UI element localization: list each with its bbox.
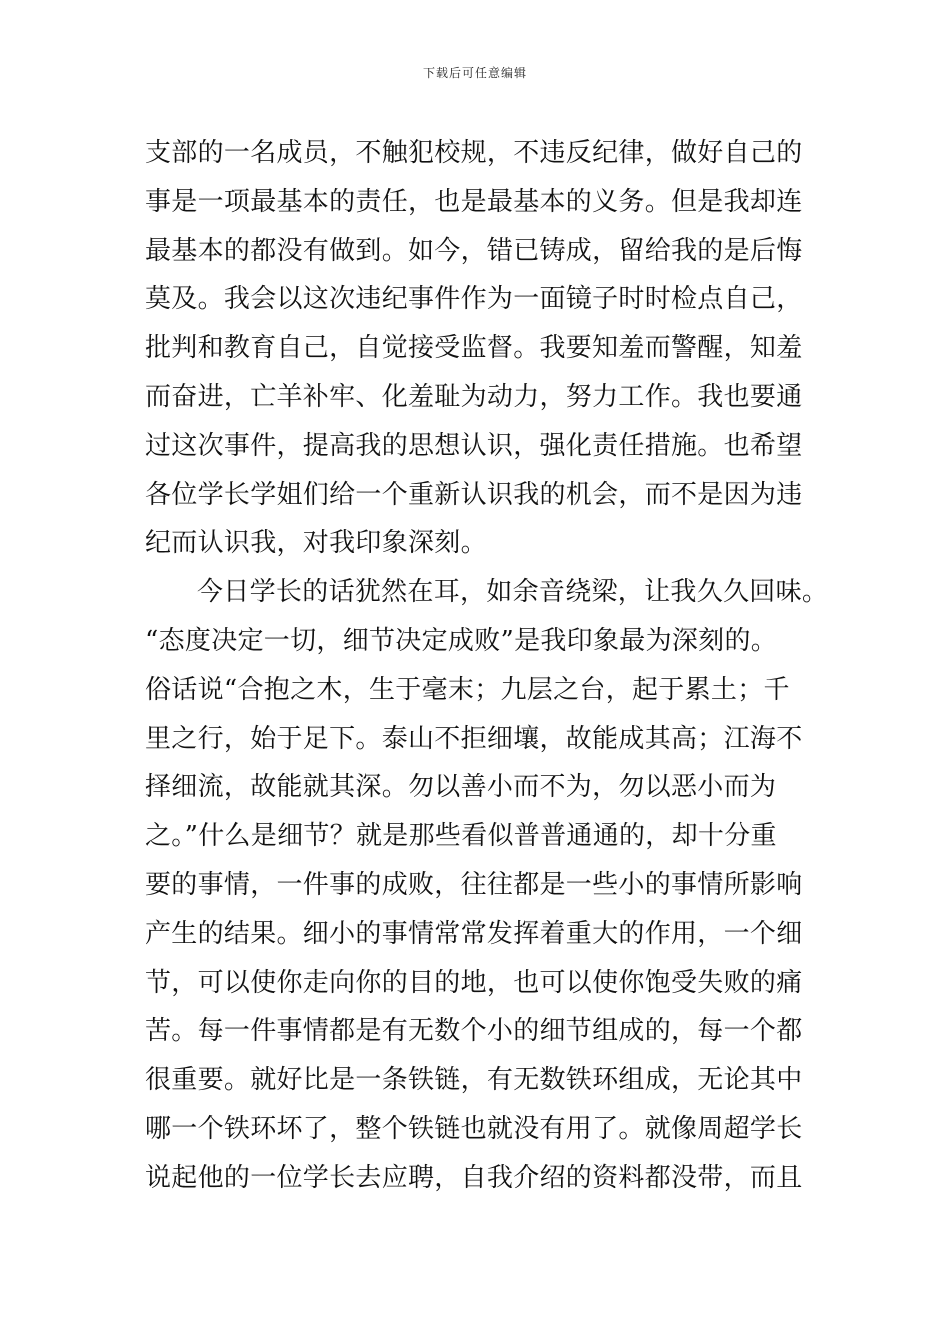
text-line: 支部的一名成员，不触犯校规，不违反纪律，做好自己的	[145, 138, 803, 168]
text-line: 批判和教育自己，自觉接受监督。我要知羞而警醒，知羞	[145, 333, 803, 364]
text-line: 很重要。就好比是一条铁链，有无数铁环组成，无论其中	[145, 1065, 803, 1096]
text-line: 产生的结果。细小的事情常常发挥着重大的作用，一个细	[145, 918, 803, 949]
text-line: 纪而认识我，对我印象深刻。	[145, 528, 487, 559]
text-line: 俗话说“合抱之木，生于毫末；九层之台，起于累土；千	[145, 674, 790, 705]
paragraph-start-line: 今日学长的话犹然在耳，如余音绕梁，让我久久回味。	[197, 577, 829, 608]
text-line: 要的事情，一件事的成败，往往都是一些小的事情所影响	[145, 869, 803, 900]
text-line: 节，可以使你走向你的目的地，也可以使你饱受失败的痛	[145, 967, 803, 998]
text-line: 莫及。我会以这次违纪事件作为一面镜子时时检点自己，	[145, 284, 803, 315]
text-line: “态度决定一切，细节决定成败”是我印象最为深刻的。	[145, 625, 778, 656]
text-line: 里之行，始于足下。泰山不拒细壤，故能成其高；江海不	[145, 723, 803, 754]
text-line: 哪一个铁环坏了，整个铁链也就没有用了。就像周超学长	[145, 1113, 803, 1144]
body-text	[145, 129, 829, 1203]
text-line: 过这次事件，提高我的思想认识，强化责任措施。也希望	[145, 430, 803, 461]
text-line: 而奋进，亡羊补牢、化羞耻为动力，努力工作。我也要通	[145, 381, 803, 412]
text-line: 最基本的都没有做到。如今，错已铸成，留给我的是后悔	[145, 235, 803, 266]
text-line: 说起他的一位学长去应聘，自我介绍的资料都没带，而且	[145, 1162, 803, 1193]
text-line: 择细流，故能就其深。勿以善小而不为，勿以恶小而为	[145, 772, 777, 803]
text-line: 事是一项最基本的责任，也是最基本的义务。但是我却连	[145, 186, 803, 217]
text-line: 各位学长学姐们给一个重新认识我的机会，而不是因为违	[145, 479, 803, 510]
text-line: 苦。每一件事情都是有无数个小的细节组成的，每一个都	[145, 1016, 803, 1047]
header-note: 下载后可任意编辑	[422, 66, 527, 80]
text-line: 之。”什么是细节？就是那些看似普普通通的，却十分重	[145, 821, 777, 852]
